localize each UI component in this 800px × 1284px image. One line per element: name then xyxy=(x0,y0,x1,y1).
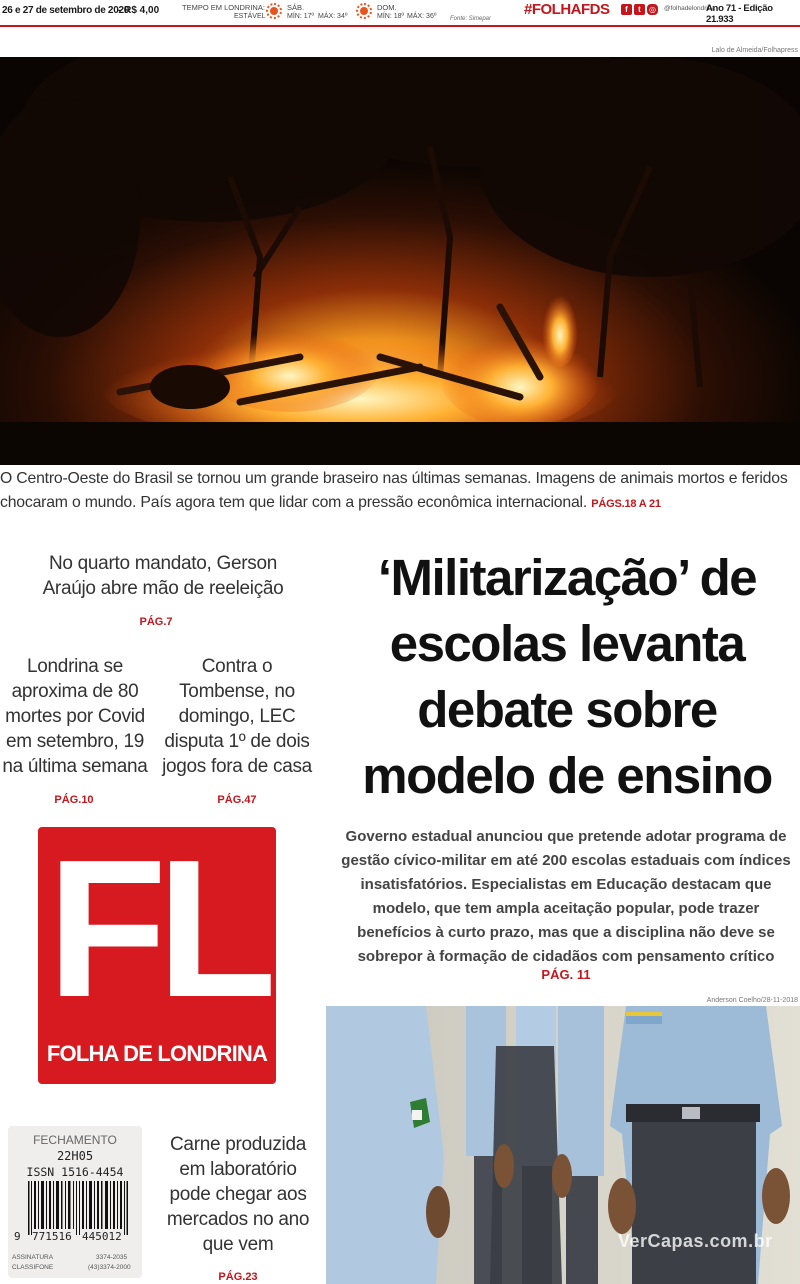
story-text: No quarto mandato, Gerson Araújo abre mão de reeleição xyxy=(42,553,284,599)
story-text: Londrina se aproxima de 80 mortes por Covid em setembro, 19 na última semana xyxy=(2,656,148,777)
story-gerson-araujo[interactable] xyxy=(28,551,298,601)
subscription-phone[interactable]: 3374-2035 xyxy=(96,1254,128,1261)
story-page-ref[interactable]: PÁG.47 xyxy=(217,794,257,806)
edition-date: 26 e 27 de setembro de 2020 xyxy=(2,5,129,16)
main-headline[interactable]: ‘Militarização’ de escolas levanta debate sobre modelo de ensino xyxy=(362,549,772,804)
weather-condition: ESTÁVEL xyxy=(234,13,266,20)
photo-credit: Anderson Coelho/28-11-2018 xyxy=(706,997,798,1004)
story-text: Contra o Tombense, no domingo, LEC disputa 1º de dois jogos fora de casa xyxy=(162,656,312,777)
barcode-icon xyxy=(28,1181,128,1235)
photo-credit: Lalo de Almeida/Folhapress xyxy=(711,47,798,54)
instagram-icon[interactable]: ◎ xyxy=(647,4,658,15)
hero-caption-page-ref[interactable]: PÁGS.18 A 21 xyxy=(591,498,661,510)
fire-illustration xyxy=(0,57,800,465)
barcode-digits-left: 771516 xyxy=(32,1230,72,1243)
weather-day-2: DOM. xyxy=(377,3,397,12)
folha-de-londrina-logo xyxy=(38,819,276,1084)
story-lec-tombense[interactable] xyxy=(162,654,312,779)
logo-name: FOLHA DE LONDRINA xyxy=(46,1041,268,1066)
weather-day-1-min: MÍN: 17º xyxy=(287,13,315,20)
main-page-ref[interactable]: PÁG. 11 xyxy=(541,967,591,982)
cover-price: - R$ 4,00 xyxy=(118,5,160,16)
story-covid-londrina[interactable] xyxy=(0,654,150,779)
top-bar xyxy=(0,0,800,27)
story-page-ref[interactable]: PÁG.7 xyxy=(139,616,173,628)
facebook-icon[interactable]: f xyxy=(621,4,632,15)
classifieds-phone[interactable]: (43)3374-2000 xyxy=(88,1264,131,1271)
subscription-label: ASSINATURA xyxy=(12,1254,54,1261)
vercapas-watermark: VerCapas.com.br xyxy=(618,1231,773,1251)
sun-icon xyxy=(356,3,372,19)
classifieds-label: CLASSIFONE xyxy=(12,1264,54,1271)
twitter-icon[interactable]: t xyxy=(634,4,645,15)
closing-time: 22H05 xyxy=(56,1149,94,1163)
issn: ISSN 1516-4454 xyxy=(26,1165,124,1179)
edition-number: Ano 71 - Edição 21.933 xyxy=(706,3,773,25)
weather-day-1: SÁB. xyxy=(287,3,305,12)
barcode-digits-right: 445012 xyxy=(82,1230,122,1243)
logo-letters: FL xyxy=(47,819,267,1038)
story-page-ref[interactable]: PÁG.10 xyxy=(54,794,94,806)
closing-label: FECHAMENTO xyxy=(33,1133,117,1147)
social-handle[interactable]: @folhadelondrina xyxy=(664,5,716,12)
sun-icon xyxy=(266,3,282,19)
story-text: Carne produzida em laboratório pode chegar aos mercados no ano que vem xyxy=(166,1134,310,1255)
barcode-box xyxy=(8,1126,142,1278)
main-lede: Governo estadual anunciou que pretende adotar programa de gestão cívico-militar em até 200 escolas estaduais com índices insatisfatórios. Especialistas em Educação destacam que modelo, que tem ampla aceitação popular, pode trazer benefícios à curto prazo, mas que a disciplina não deve se sobrepor à formação de cidadãos com pensamento crítico xyxy=(341,828,791,965)
barcode-digit-lead: 9 xyxy=(14,1230,21,1243)
weather-source: Fonte: Simepar xyxy=(450,16,492,22)
hashtag[interactable]: #FOLHAFDS xyxy=(524,1,610,18)
hero-caption xyxy=(0,467,800,516)
weather-label: TEMPO EM LONDRINA: xyxy=(182,3,265,12)
hero-caption-text: O Centro-Oeste do Brasil se tornou um grande braseiro nas últimas semanas. Imagens de animais mortos e feridos chocaram o mundo. País agora tem que lidar com a pressão econômica internacional. xyxy=(0,470,788,511)
story-lab-meat[interactable] xyxy=(166,1132,310,1257)
hero-photo-fire xyxy=(0,57,800,465)
weather-day-1-max: MÁX: 34º xyxy=(318,13,348,20)
story-page-ref[interactable]: PÁG.23 xyxy=(218,1271,258,1283)
weather-day-2-max: MÁX: 36º xyxy=(407,13,437,20)
weather-day-2-min: MÍN: 18º xyxy=(377,13,405,20)
